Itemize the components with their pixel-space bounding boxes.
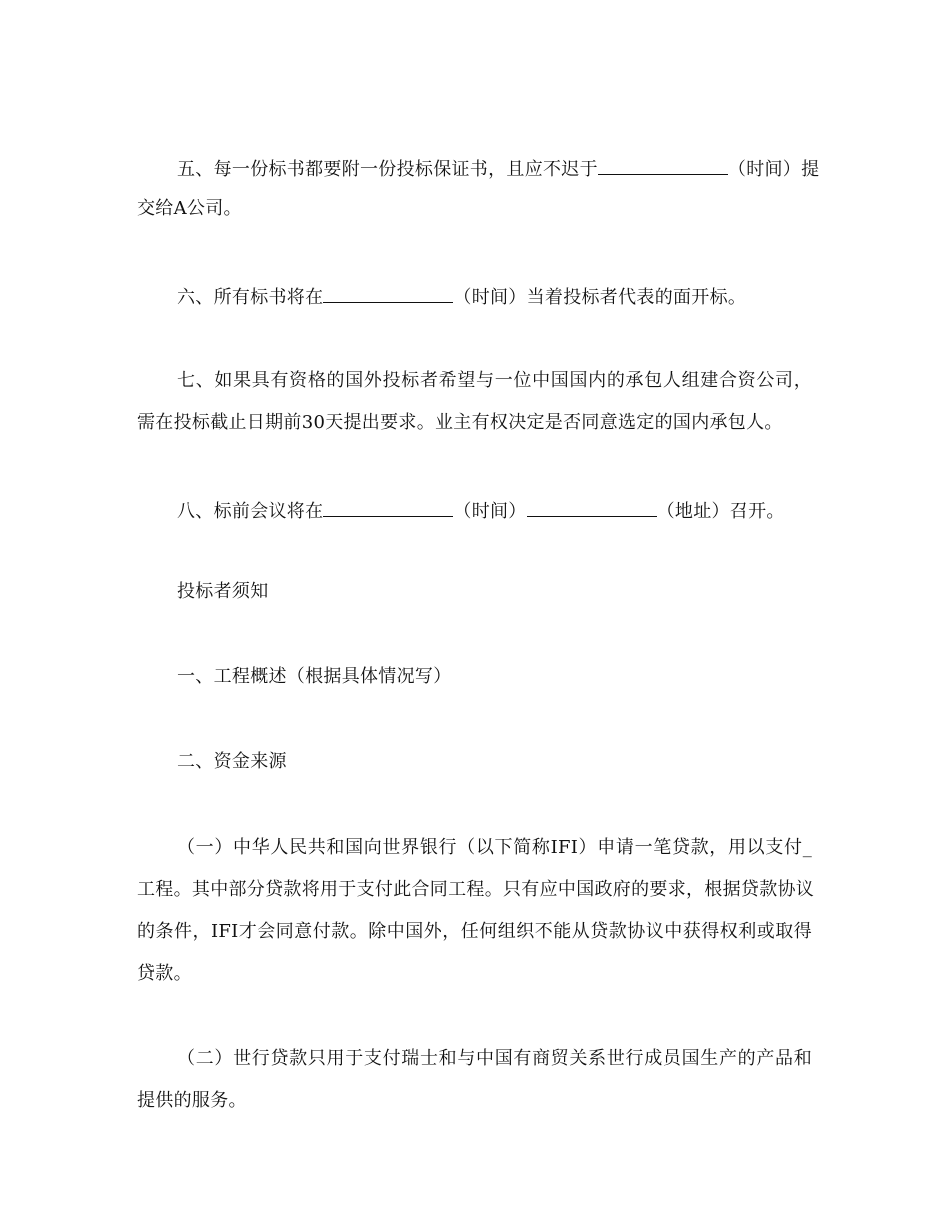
para-2-line-1: （二）世行贷款只用于支付瑞士和与中国有商贸关系世行成员国生产的产品和 (177, 1048, 812, 1069)
para-1-line-3: 的条件，IFI才会同意付款。除中国外，任何组织不能从贷款协议中获得权利或取得 (137, 921, 812, 942)
item-6 (177, 284, 746, 309)
blank-time-field (598, 156, 728, 175)
section-heading: 投标者须知 (177, 581, 269, 602)
item-5-line-1 (177, 156, 819, 181)
blank-time-field (323, 498, 453, 517)
text: 六、所有标书将在 (177, 287, 324, 308)
para-1-line-2: 工程。其中部分贷款将用于支付此合同工程。只有应中国政府的要求，根据贷款协议 (137, 879, 815, 900)
item-8 (177, 498, 785, 523)
item-7-line-2: 需在投标截止日期前30天提出要求。业主有权决定是否同意选定的国内承包人。 (137, 412, 783, 433)
text: （地址）召开。 (656, 501, 785, 522)
blank-address-field (527, 498, 657, 517)
text: （时间）提 (727, 159, 820, 180)
text: （时间）当着投标者代表的面开标。 (453, 287, 747, 308)
text: 八、标前会议将在 (177, 501, 324, 522)
item-7-line-1: 七、如果具有资格的国外投标者希望与一位中国国内的承包人组建合资公司， (177, 370, 812, 391)
para-2-line-2: 提供的服务。 (137, 1090, 247, 1111)
text: （时间） (453, 501, 527, 522)
para-1-line-1: （一）中华人民共和国向世界银行（以下简称IFI）申请一笔贷款，用以支付_ (177, 837, 812, 858)
section-funding: 二、资金来源 (177, 751, 287, 772)
text: 五、每一份标书都要附一份投标保证书，且应不迟于 (177, 159, 598, 180)
para-1-line-4: 贷款。 (137, 963, 192, 984)
item-5-line-2: 交给A公司。 (137, 198, 242, 219)
section-overview: 一、工程概述（根据具体情况写） (177, 666, 452, 687)
blank-time-field (323, 284, 453, 303)
